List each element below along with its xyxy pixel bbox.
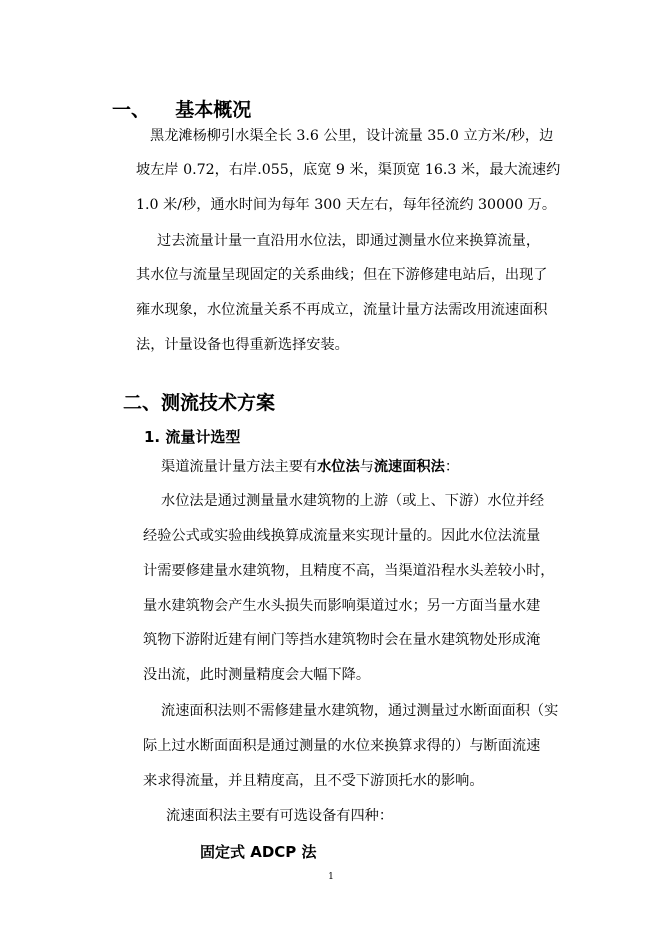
text-line: 黑龙滩杨柳引水渠全长 3.6 公里，设计流量 35.0 立方米/秒，边 [150, 128, 554, 144]
section1-number: 一、 [112, 99, 151, 121]
text-line: 1.0 米/秒，通水时间为每年 300 天左右，每年径流约 30000 万。 [136, 197, 557, 213]
text-line: 其水位与流量呈现固定的关系曲线；但在下游修建电站后，出现了 [136, 267, 548, 283]
text-line: 来求得流量，并且精度高，且不受下游顶托水的影响。 [143, 773, 484, 789]
method-water-level: 水位法 [317, 459, 360, 475]
section1-heading [112, 95, 251, 122]
section1-title: 基本概况 [175, 99, 252, 121]
intro-pre: 渠道流量计量方法主要有 [161, 459, 318, 475]
text-line: 雍水现象，水位流量关系不再成立，流量计量方法需改用流速面积 [136, 302, 548, 318]
intro-mid: 与 [359, 459, 374, 475]
text-line: 没出流，此时测量精度会大幅下降。 [143, 667, 371, 683]
subsection-heading: 1. 流量计选型 [144, 428, 241, 446]
method-velocity-area: 流速面积法 [373, 459, 445, 475]
intro-post: ： [444, 459, 460, 475]
device-1-heading: 固定式 ADCP 法 [200, 843, 317, 861]
text-line: 坡左岸 0.72，右岸.055，底宽 9 米，渠顶宽 16.3 米，最大流速约 [136, 162, 561, 178]
text-line: 水位法是通过测量量水建筑物的上游（或上、下游）水位并经 [161, 493, 545, 509]
text-line: 法，计量设备也得重新选择安装。 [136, 337, 349, 353]
text-line [161, 460, 459, 474]
text-line: 计需要修建量水建筑物，且精度不高，当渠道沿程水头差较小时， [143, 563, 555, 579]
text-line: 经验公式或实验曲线换算成流量来实现计量的。因此水位法流量 [143, 528, 541, 544]
text-line: 过去流量计量一直沿用水位法，即通过测量水位来换算流量， [157, 233, 541, 249]
text-line: 流速面积法则不需修建量水建筑物，通过测量过水断面面积（实 [161, 703, 559, 719]
text-line: 量水建筑物会产生水头损失而影响渠道过水；另一方面当量水建 [143, 598, 541, 614]
text-line: 筑物下游附近建有闸门等挡水建筑物时会在量水建筑物处形成淹 [143, 632, 541, 648]
text-line: 际上过水断面面积是通过测量的水位来换算求得的）与断面流速 [143, 738, 541, 754]
page-number: 1 [328, 872, 334, 882]
text-line: 流速面积法主要有可选设备有四种： [166, 808, 394, 824]
section2-heading: 二、测流技术方案 [123, 392, 276, 414]
